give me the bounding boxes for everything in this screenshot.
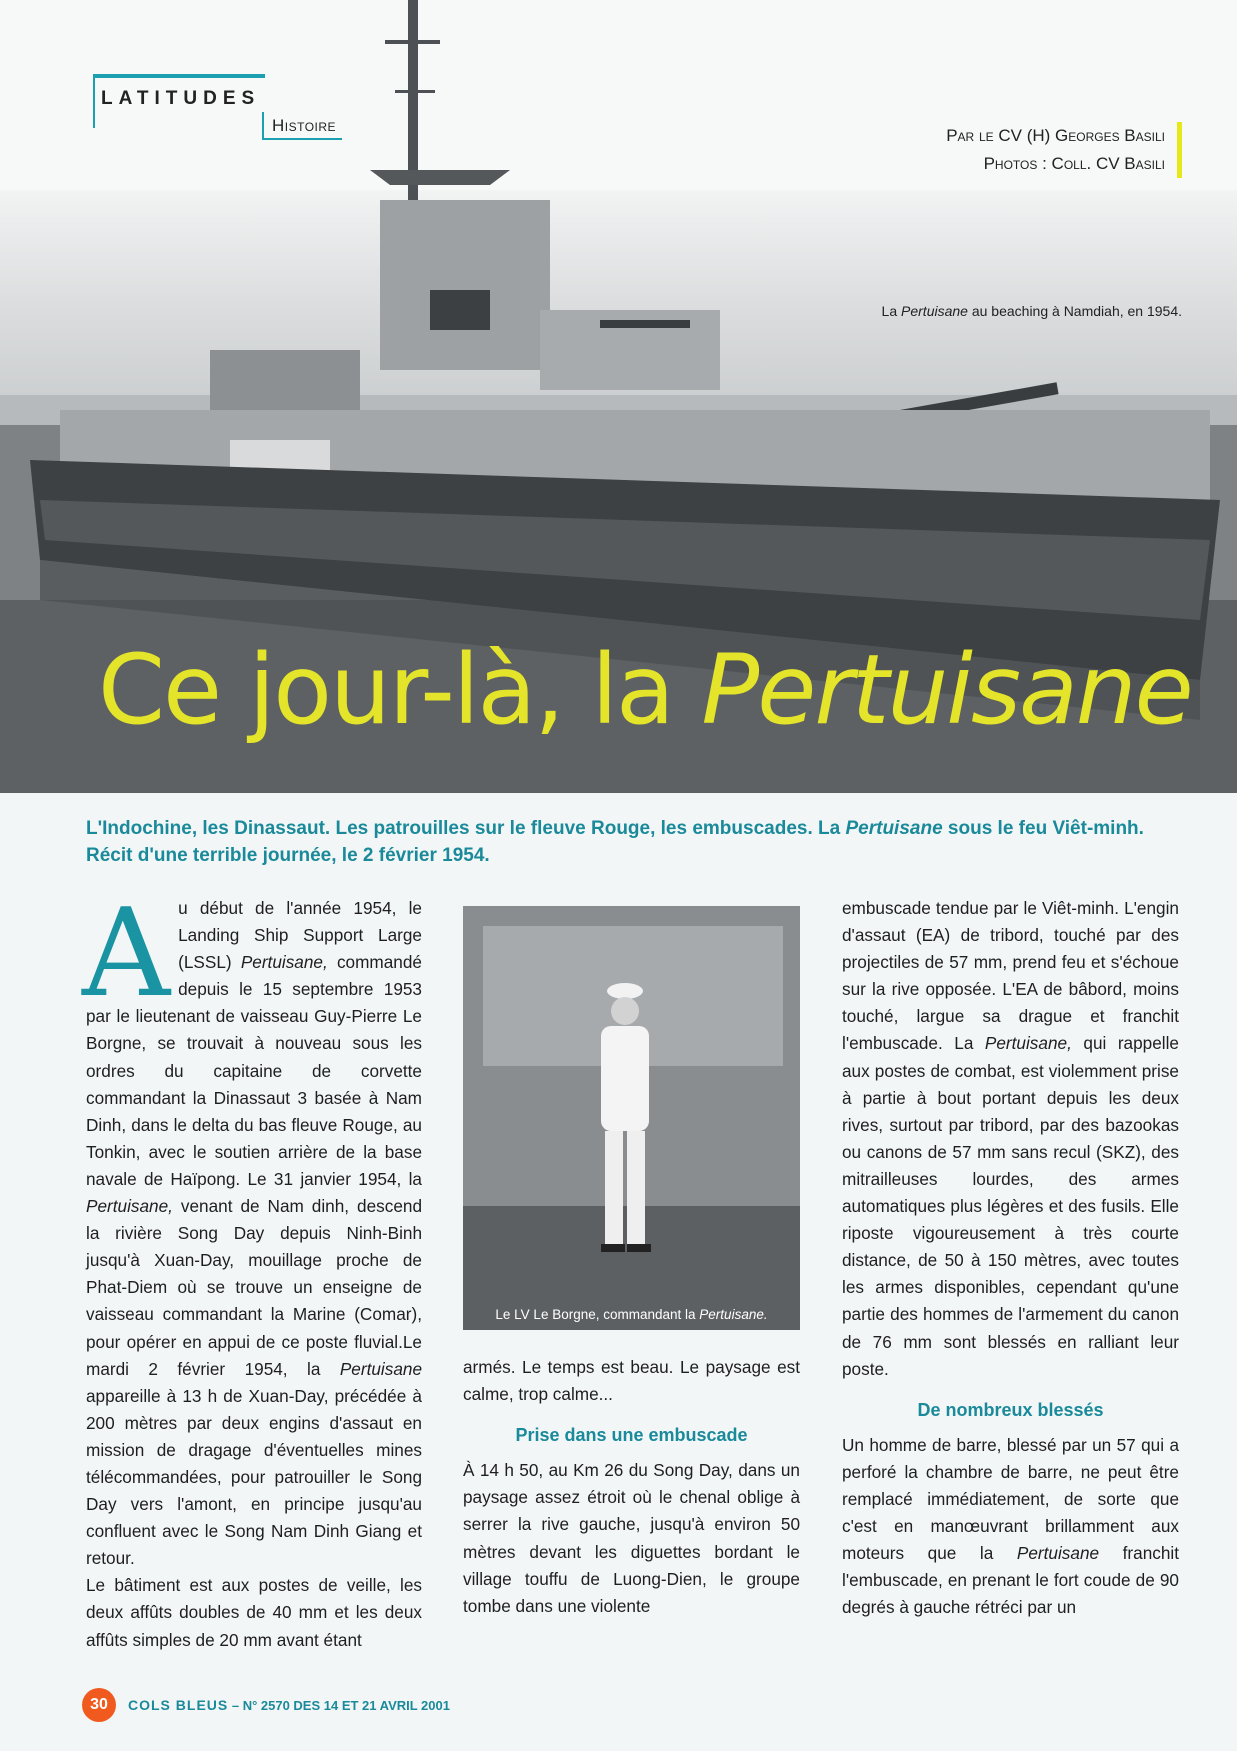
magazine-name: COLS BLEUS: [128, 1697, 229, 1713]
title-italic: Pertuisane: [701, 634, 1192, 746]
text-run: u début de l'année 1954, le Landing Ship Support Large (LSSL): [178, 898, 422, 973]
article-title: [98, 634, 1192, 746]
subhead-blesses: De nombreux blessés: [917, 1399, 1104, 1420]
col2-paragraph-1: armés. Le temps est beau. Le paysage est calme, trop calme...: [463, 1357, 800, 1405]
inset-caption: [463, 1307, 800, 1322]
subhead-embuscade: Prise dans une embuscade: [515, 1425, 748, 1446]
text-run: commandé depuis le 15 septembre 1953 par le lieutenant de vaisseau Guy-Pierre Le Borgne, se trouvait à nouveau sous les ordres du capitaine de corvette commandant la Dinassaut 3 basée à Nam Dinh, dans le delta du bas fleuve Rouge, au Tonkin, avec le soutien arrière de la base navale de Haïpong. Le 31 janvier 1954, la: [86, 952, 422, 1189]
hero-caption: [882, 303, 1182, 319]
col1-paragraph-1: [82, 882, 422, 1572]
text-run: franchit l'embuscade, en prenant le fort coude de 90 degrés à gauche rétréci par un: [842, 1543, 1180, 1618]
issue-info: [128, 1697, 450, 1713]
column-1: [82, 882, 422, 1654]
drop-cap: A: [82, 882, 171, 1024]
text-run: Un homme de barre, blessé par un 57 qui a perforé la chambre de barre, ne peut être remplacé immédiatement, de sorte que c'est en manœuvrant brillamment aux moteurs que la: [842, 1434, 1179, 1564]
photo-credit: Photos : Coll. CV Basili: [983, 154, 1165, 173]
ship-name: Pertuisane,: [240, 952, 328, 973]
inset-caption-pre: Le LV Le Borgne, commandant la: [495, 1307, 700, 1322]
hero-photo: [0, 0, 1237, 793]
lead-italic: Pertuisane: [845, 818, 943, 839]
inset-photo: [463, 906, 800, 1330]
ship-name: Pertuisane: [1016, 1543, 1100, 1564]
ship-name: Pertuisane,: [86, 1196, 173, 1217]
lead-part2: sous le feu Viêt-minh. Récit d'une terrible journée, le 2 février 1954.: [86, 818, 1144, 866]
hero-caption-pre: La: [881, 303, 902, 319]
col3-paragraph-2: [842, 1432, 1179, 1622]
ship-name: Pertuisane,: [984, 1033, 1072, 1054]
hero-caption-italic: Pertuisane: [901, 303, 968, 319]
column-3: [842, 895, 1179, 1621]
hero-caption-post: au beaching à Namdiah, en 1954.: [967, 303, 1182, 319]
lead-part1: L'Indochine, les Dinassaut. Les patrouilles sur le fleuve Rouge, les embuscades. La: [86, 818, 846, 839]
page-number: 30: [82, 1688, 116, 1722]
section-name: LATITUDES: [101, 88, 261, 109]
column-2: [463, 1354, 800, 1620]
text-run: venant de Nam dinh, descend la rivière Song Day depuis Ninh-Binh jusqu'à Xuan-Day, mouillage proche de Phat-Diem où se trouve un enseigne de vaisseau commandant la Marine (Comar), pour opérer en appui de ce poste fluvial.Le mardi 2 février 1954, la: [86, 1196, 422, 1379]
credits-block: [946, 122, 1182, 178]
issue-number: – N° 2570 DES 14 ET 21 AVRIL 2001: [228, 1698, 450, 1713]
officer-photo: [463, 906, 800, 1330]
article-lead: [86, 815, 1146, 869]
ship-name: Pertuisane: [339, 1358, 422, 1379]
col1-paragraph-2: Le bâtiment est aux postes de veille, les deux affûts doubles de 40 mm et les deux affûts simples de 20 mm avant étant: [86, 1575, 422, 1650]
text-run: qui rappelle aux postes de combat, est violemment prise à partie à bout portant depuis les deux rives, surtout par tribord, par des bazookas ou canons de 57 mm sans recul (SKZ), des mitrailleuses lourdes, des armes automatiques plus légères et des fusils. Elle riposte vigoureusement à très courte distance, de 50 à 150 mètres, avec toutes les armes disponibles, cependant qu'une partie des hommes de l'armement du canon de 76 mm sont blessés en ralliant leur poste.: [842, 1033, 1179, 1379]
text-run: appareille à 13 h de Xuan-Day, précédée à 200 mètres par deux engins d'assaut en mission de dragage d'éventuelles mines télécommandées, pour patrouiller le Song Day vers l'amont, en principe jusqu'au confluent avec le Song Nam Dinh Giang et retour.: [86, 1385, 422, 1569]
section-tag: [93, 74, 265, 128]
inset-caption-italic: Pertuisane.: [699, 1307, 768, 1322]
section-subcategory: Histoire: [262, 112, 342, 140]
col3-paragraph-1: [842, 895, 1179, 1383]
title-plain: Ce jour-là, la: [98, 634, 702, 746]
col2-paragraph-2: À 14 h 50, au Km 26 du Song Day, dans un paysage assez étroit où le chenal oblige à serrer la rive gauche, jusqu'à environ 50 mètres devant les diguettes bordant le village touffu de Luong-Dien, le groupe tombe dans une violente: [463, 1460, 800, 1616]
page-footer: [82, 1688, 450, 1722]
text-run: embuscade tendue par le Viêt-minh. L'engin d'assaut (EA) de tribord, touché par des projectiles de 57 mm, prend feu et s'échoue sur la rive opposée. L'EA de bâbord, moins touché, largue sa drague et franchit l'embuscade. La: [842, 898, 1179, 1054]
author-credit: Par le CV (H) Georges Basili: [946, 126, 1165, 145]
